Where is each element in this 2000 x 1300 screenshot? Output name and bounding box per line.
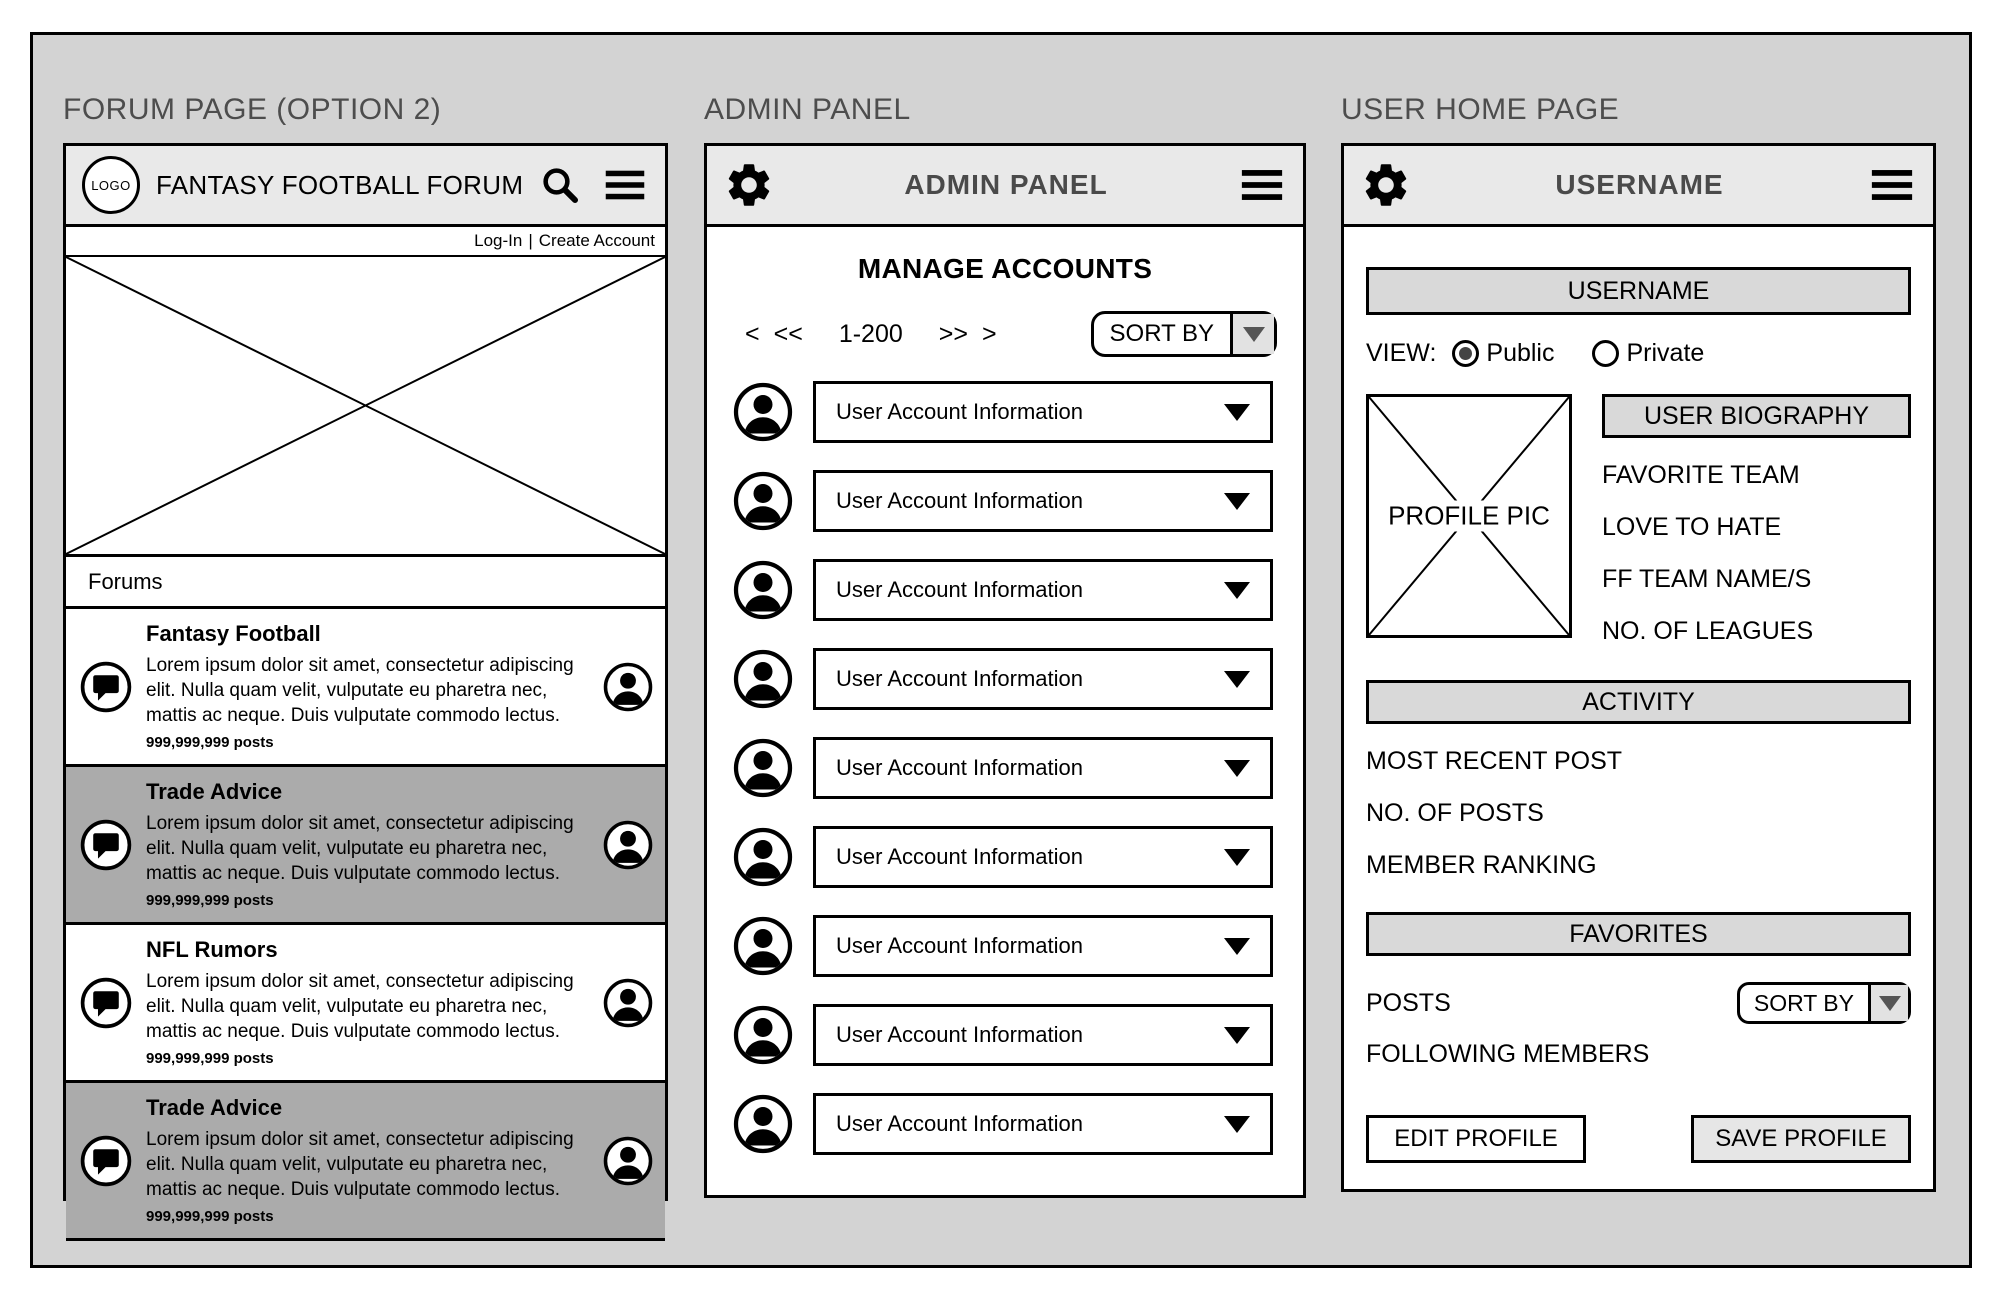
create-account-link[interactable]: Create Account	[538, 231, 655, 250]
dropdown-arrow-icon	[1224, 1116, 1250, 1133]
user-home-panel	[1341, 143, 1936, 1192]
pagination	[745, 311, 1277, 357]
dropdown-arrow-icon	[1224, 671, 1250, 688]
page-forward-all-button[interactable]: >>	[938, 319, 968, 348]
sort-by-dropdown[interactable]	[1091, 311, 1277, 357]
dropdown-arrow-icon	[1224, 404, 1250, 421]
forum-item-title: Trade Advice	[146, 1095, 283, 1120]
user-account-dropdown[interactable]	[813, 826, 1273, 888]
forum-item-post-count: 999,999,999 posts	[146, 1208, 274, 1225]
page-range-label: 1-200	[838, 319, 903, 348]
menu-icon[interactable]	[1867, 162, 1917, 208]
user-avatar-icon	[603, 978, 653, 1028]
user-account-dropdown[interactable]	[813, 737, 1273, 799]
user-account-label: User Account Information	[836, 1111, 1084, 1136]
edit-profile-button[interactable]: EDIT PROFILE	[1366, 1115, 1586, 1163]
manage-accounts-title: MANAGE ACCOUNTS	[857, 253, 1153, 284]
account-row	[733, 1093, 1273, 1155]
account-row	[733, 648, 1273, 710]
account-row	[733, 737, 1273, 799]
user-avatar-icon	[733, 560, 793, 620]
forums-label: Forums	[88, 568, 163, 594]
save-profile-button[interactable]: SAVE PROFILE	[1691, 1115, 1911, 1163]
search-icon[interactable]	[539, 164, 581, 206]
login-link[interactable]: Log-In	[474, 231, 523, 250]
chat-bubble-icon	[80, 977, 132, 1029]
login-bar	[66, 227, 665, 257]
view-radio-option[interactable]	[1452, 339, 1554, 368]
user-account-label: User Account Information	[836, 577, 1084, 602]
forum-list-item[interactable]	[66, 925, 665, 1083]
forum-header	[66, 146, 665, 227]
forum-item-description: Lorem ipsum dolor sit amet, consectetur adipiscing elit. Nulla quam velit, vulputate eu pharetra nec, mattis ac neque. Duis vulputate commodo lectus.	[146, 1129, 574, 1200]
account-row	[733, 381, 1273, 443]
forum-item-title: Fantasy Football	[146, 621, 321, 646]
forum-item-description: Lorem ipsum dolor sit amet, consectetur adipiscing elit. Nulla quam velit, vulputate eu pharetra nec, mattis ac neque. Duis vulputate commodo lectus.	[146, 655, 574, 726]
account-row	[733, 915, 1273, 977]
wireframe-canvas	[30, 32, 1972, 1268]
activity-label: ACTIVITY	[1582, 687, 1695, 716]
forum-list-item[interactable]	[66, 609, 665, 767]
view-radio-option[interactable]	[1592, 339, 1704, 368]
forum-item-title: Trade Advice	[146, 779, 283, 804]
user-avatar-icon	[603, 1136, 653, 1186]
view-options	[1452, 339, 1704, 368]
dropdown-arrow-icon	[1224, 938, 1250, 955]
user-account-label: User Account Information	[836, 666, 1084, 691]
account-row	[733, 1004, 1273, 1066]
biography-fields	[1602, 461, 1911, 646]
user-avatar-icon	[733, 738, 793, 798]
forums-section-label	[66, 557, 665, 609]
forum-item-post-count: 999,999,999 posts	[146, 1050, 274, 1067]
user-avatar-icon	[733, 1094, 793, 1154]
sort-by-label: SORT BY	[1109, 320, 1214, 347]
gear-icon[interactable]	[723, 159, 775, 211]
dropdown-arrow-icon	[1224, 760, 1250, 777]
activity-fields	[1366, 747, 1911, 880]
user-account-dropdown[interactable]	[813, 1093, 1273, 1155]
radio-label: Public	[1486, 339, 1555, 367]
page-back-all-button[interactable]: <<	[773, 319, 803, 348]
logo-badge	[82, 156, 140, 214]
dropdown-arrow-icon	[1224, 1027, 1250, 1044]
forum-item-post-count: 999,999,999 posts	[146, 734, 274, 751]
user-avatar-icon	[603, 662, 653, 712]
gear-icon[interactable]	[1360, 159, 1412, 211]
section-title-user-home-page: USER HOME PAGE	[1341, 93, 1620, 126]
forum-item-post-count: 999,999,999 posts	[146, 892, 274, 909]
profile-pic-label: PROFILE PIC	[1385, 501, 1553, 532]
page-back-one-button[interactable]: <	[745, 319, 760, 348]
account-list	[733, 381, 1273, 1155]
user-avatar-icon	[603, 820, 653, 870]
user-account-label: User Account Information	[836, 755, 1084, 780]
banner-image-placeholder	[66, 257, 665, 557]
account-row	[733, 559, 1273, 621]
user-avatar-icon	[733, 827, 793, 887]
forum-item-description: Lorem ipsum dolor sit amet, consectetur adipiscing elit. Nulla quam velit, vulputate eu pharetra nec, mattis ac neque. Duis vulputate commodo lectus.	[146, 971, 574, 1042]
dropdown-arrow-icon	[1224, 582, 1250, 599]
user-account-label: User Account Information	[836, 488, 1084, 513]
forum-list	[66, 609, 665, 1241]
account-row	[733, 826, 1273, 888]
user-account-dropdown[interactable]	[813, 1004, 1273, 1066]
page-forward-one-button[interactable]: >	[981, 319, 997, 348]
user-account-dropdown[interactable]	[813, 915, 1273, 977]
biography-field: LOVE TO HATE	[1602, 513, 1782, 541]
view-label: VIEW:	[1366, 339, 1437, 367]
biography-field: FF TEAM NAME/S	[1602, 565, 1812, 593]
user-account-dropdown[interactable]	[813, 648, 1273, 710]
username-bar-label: USERNAME	[1567, 276, 1710, 305]
link-divider: |	[528, 231, 533, 250]
radio-icon[interactable]	[1452, 340, 1479, 367]
user-avatar-icon	[733, 916, 793, 976]
user-account-label: User Account Information	[836, 399, 1084, 424]
favorites-header	[1366, 912, 1911, 956]
dropdown-arrow-icon	[1224, 493, 1250, 510]
user-header-title: USERNAME	[1555, 169, 1724, 200]
username-bar	[1366, 267, 1911, 315]
user-avatar-icon	[733, 382, 793, 442]
admin-panel	[704, 143, 1306, 1198]
user-account-label: User Account Information	[836, 933, 1084, 958]
forum-list-item[interactable]	[66, 767, 665, 925]
activity-field: NO. OF POSTS	[1366, 799, 1544, 827]
forum-item-description: Lorem ipsum dolor sit amet, consectetur adipiscing elit. Nulla quam velit, vulputate eu pharetra nec, mattis ac neque. Duis vulputate commodo lectus.	[146, 813, 574, 884]
sort-by-dropdown[interactable]	[1737, 982, 1911, 1024]
logo-label: LOGO	[91, 177, 131, 193]
activity-field: MOST RECENT POST	[1366, 747, 1623, 775]
menu-icon[interactable]	[1237, 162, 1287, 208]
image-placeholder-x	[66, 257, 665, 554]
activity-header	[1366, 680, 1911, 724]
user-avatar-icon	[733, 471, 793, 531]
dropdown-arrow-icon	[1868, 985, 1908, 1021]
following-members-label: FOLLOWING MEMBERS	[1366, 1040, 1650, 1068]
user-account-dropdown[interactable]	[813, 559, 1273, 621]
section-title-admin-panel: ADMIN PANEL	[704, 93, 911, 126]
user-account-label: User Account Information	[836, 844, 1084, 869]
biography-field: NO. OF LEAGUES	[1602, 617, 1814, 645]
chat-bubble-icon	[80, 819, 132, 871]
biography-field: FAVORITE TEAM	[1602, 461, 1800, 489]
activity-field: MEMBER RANKING	[1366, 851, 1597, 879]
favorites-label: FAVORITES	[1569, 919, 1708, 948]
user-avatar-icon	[733, 649, 793, 709]
dropdown-arrow-icon	[1230, 314, 1274, 354]
posts-label: POSTS	[1366, 988, 1451, 1017]
chat-bubble-icon	[80, 1135, 132, 1187]
radio-icon[interactable]	[1592, 340, 1619, 367]
forum-list-item[interactable]	[66, 1083, 665, 1241]
view-selector	[1366, 339, 1911, 368]
user-account-label: User Account Information	[836, 1022, 1084, 1047]
admin-header	[707, 146, 1303, 227]
forum-site-title: FANTASY FOOTBALL FORUM	[156, 169, 524, 200]
user-account-dropdown[interactable]	[813, 381, 1273, 443]
forum-page-panel	[63, 143, 668, 1225]
user-account-dropdown[interactable]	[813, 470, 1273, 532]
user-header	[1344, 146, 1933, 227]
account-row	[733, 470, 1273, 532]
chat-bubble-icon	[80, 661, 132, 713]
user-avatar-icon	[733, 1005, 793, 1065]
forum-item-title: NFL Rumors	[146, 937, 278, 962]
dropdown-arrow-icon	[1224, 849, 1250, 866]
user-biography-header	[1602, 394, 1911, 438]
menu-icon[interactable]	[601, 163, 649, 207]
admin-header-title: ADMIN PANEL	[904, 169, 1108, 200]
radio-label: Private	[1626, 339, 1705, 367]
profile-pic-placeholder[interactable]	[1366, 394, 1572, 638]
sort-by-label: SORT BY	[1753, 989, 1854, 1016]
user-biography-label: USER BIOGRAPHY	[1643, 401, 1870, 430]
section-title-forum-page: FORUM PAGE (OPTION 2)	[63, 93, 442, 126]
